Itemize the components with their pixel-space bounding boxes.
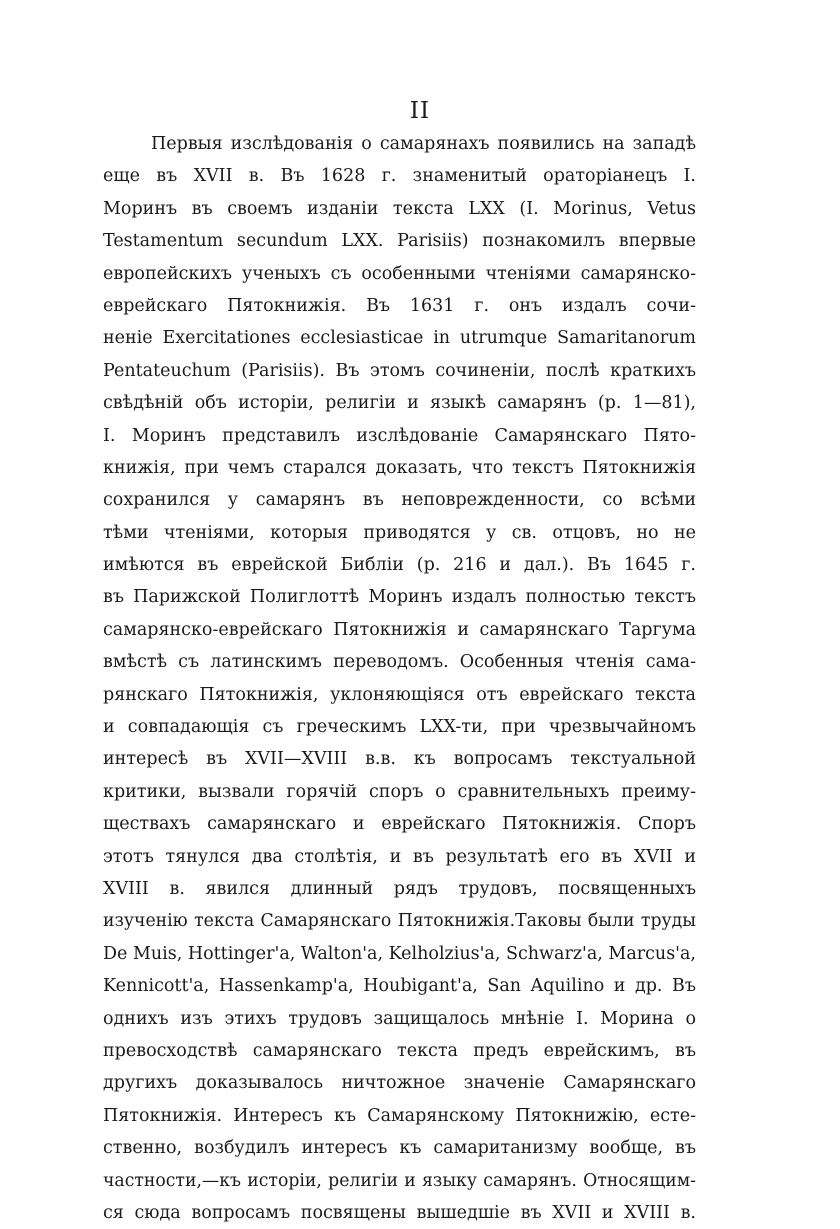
text-line: другихъ доказывалось ничтожное значеніе Самарянскаго (103, 1073, 696, 1094)
text-line: вмѣстѣ съ латинскимъ переводомъ. Особенныя чтенія сама- (103, 652, 696, 673)
text-line: Testamentum secundum LXX. Parisiis) познакомилъ впервые (103, 231, 696, 252)
text-line: De Muis, Hottinger'a, Walton'a, Kelholzius'a, Schwarz'a, Marcus'a, (103, 943, 696, 964)
text-line: неніе Exercitationes ecclesiasticae in utrumque Samaritanorum (103, 328, 696, 349)
text-line: европейскихъ ученыхъ съ особенными чтеніями самарянско- (103, 263, 696, 284)
text-line: сохранился у самарянъ въ неповрежденности, со всѣми (103, 490, 696, 511)
text-line: въ Парижской Полиглоттѣ Моринъ издалъ полностью текстъ (103, 587, 696, 608)
text-line: этотъ тянулся два столѣтія, и въ результатѣ его въ XVII и (103, 846, 696, 867)
text-line: свѣдѣній объ исторіи, религіи и языкѣ самарянъ (р. 1—81), (103, 393, 696, 414)
text-line: превосходствѣ самарянскаго текста предъ еврейскимъ, въ (103, 1040, 696, 1061)
text-line: тѣми чтеніями, которыя приводятся у св. отцовъ, но не (103, 522, 696, 543)
text-line: изученію текста Самарянскаго Пятокнижія.Таковы были труды (103, 911, 696, 932)
text-line: частности,—къ исторіи, религіи и языку самарянъ. Относящим- (103, 1170, 696, 1191)
text-line: Первыя изслѣдованія о самарянахъ появились на западѣ (151, 134, 696, 154)
text-line: ся сюда вопросамъ посвящены вышедшіе въ XVII и XVIII в. (103, 1202, 696, 1223)
text-line: I. Моринъ представилъ изслѣдованіе Самарянскаго Пято- (103, 425, 696, 446)
text-line: ществахъ самарянскаго и еврейскаго Пятокнижія. Споръ (103, 814, 696, 835)
body-text (103, 128, 696, 1229)
text-line: однихъ изъ этихъ трудовъ защищалось мнѣніе I. Морина о (103, 1008, 696, 1029)
text-line: рянскаго Пятокнижія, уклоняющіяся отъ еврейскаго текста (103, 684, 696, 705)
text-line: Kennicott'a, Hassenkamp'a, Houbigant'a, San Aquilino и др. Въ (103, 976, 696, 997)
text-line: самарянско-еврейскаго Пятокнижія и самарянскаго Таргума (103, 619, 696, 640)
text-line: еще въ XVII в. Въ 1628 г. знаменитый ораторіанецъ I. (103, 166, 696, 187)
text-line: XVIII в. явился длинный рядъ трудовъ, посвященныхъ (103, 878, 696, 899)
text-line: критики, вызвали горячій споръ о сравнительныхъ преиму- (103, 781, 696, 802)
text-line: Моринъ въ своемъ изданіи текста LXX (I. Morinus, Vetus (103, 198, 696, 219)
text-line: Пятокнижія. Интересъ къ Самарянскому Пятокнижію, есте- (103, 1105, 696, 1126)
text-line: Pentateuchum (Parisiis). Въ этомъ сочиненіи, послѣ краткихъ (103, 360, 696, 381)
text-line: имѣются въ еврейской Библіи (р. 216 и дал.). Въ 1645 г. (103, 555, 696, 576)
text-line: и совпадающія съ греческимъ LXX-ти, при чрезвычайномъ (103, 717, 696, 738)
text-line: интересѣ въ XVII—XVIII в.в. къ вопросамъ текстуальной (103, 749, 696, 770)
page-number: II (409, 98, 431, 124)
text-line: ственно, возбудилъ интересъ къ самаританизму вообще, въ (103, 1138, 696, 1159)
text-line: еврейскаго Пятокнижія. Въ 1631 г. онъ издалъ сочи- (103, 295, 696, 316)
text-line: книжія, при чемъ старался доказать, что текстъ Пятокнижія (103, 457, 696, 478)
